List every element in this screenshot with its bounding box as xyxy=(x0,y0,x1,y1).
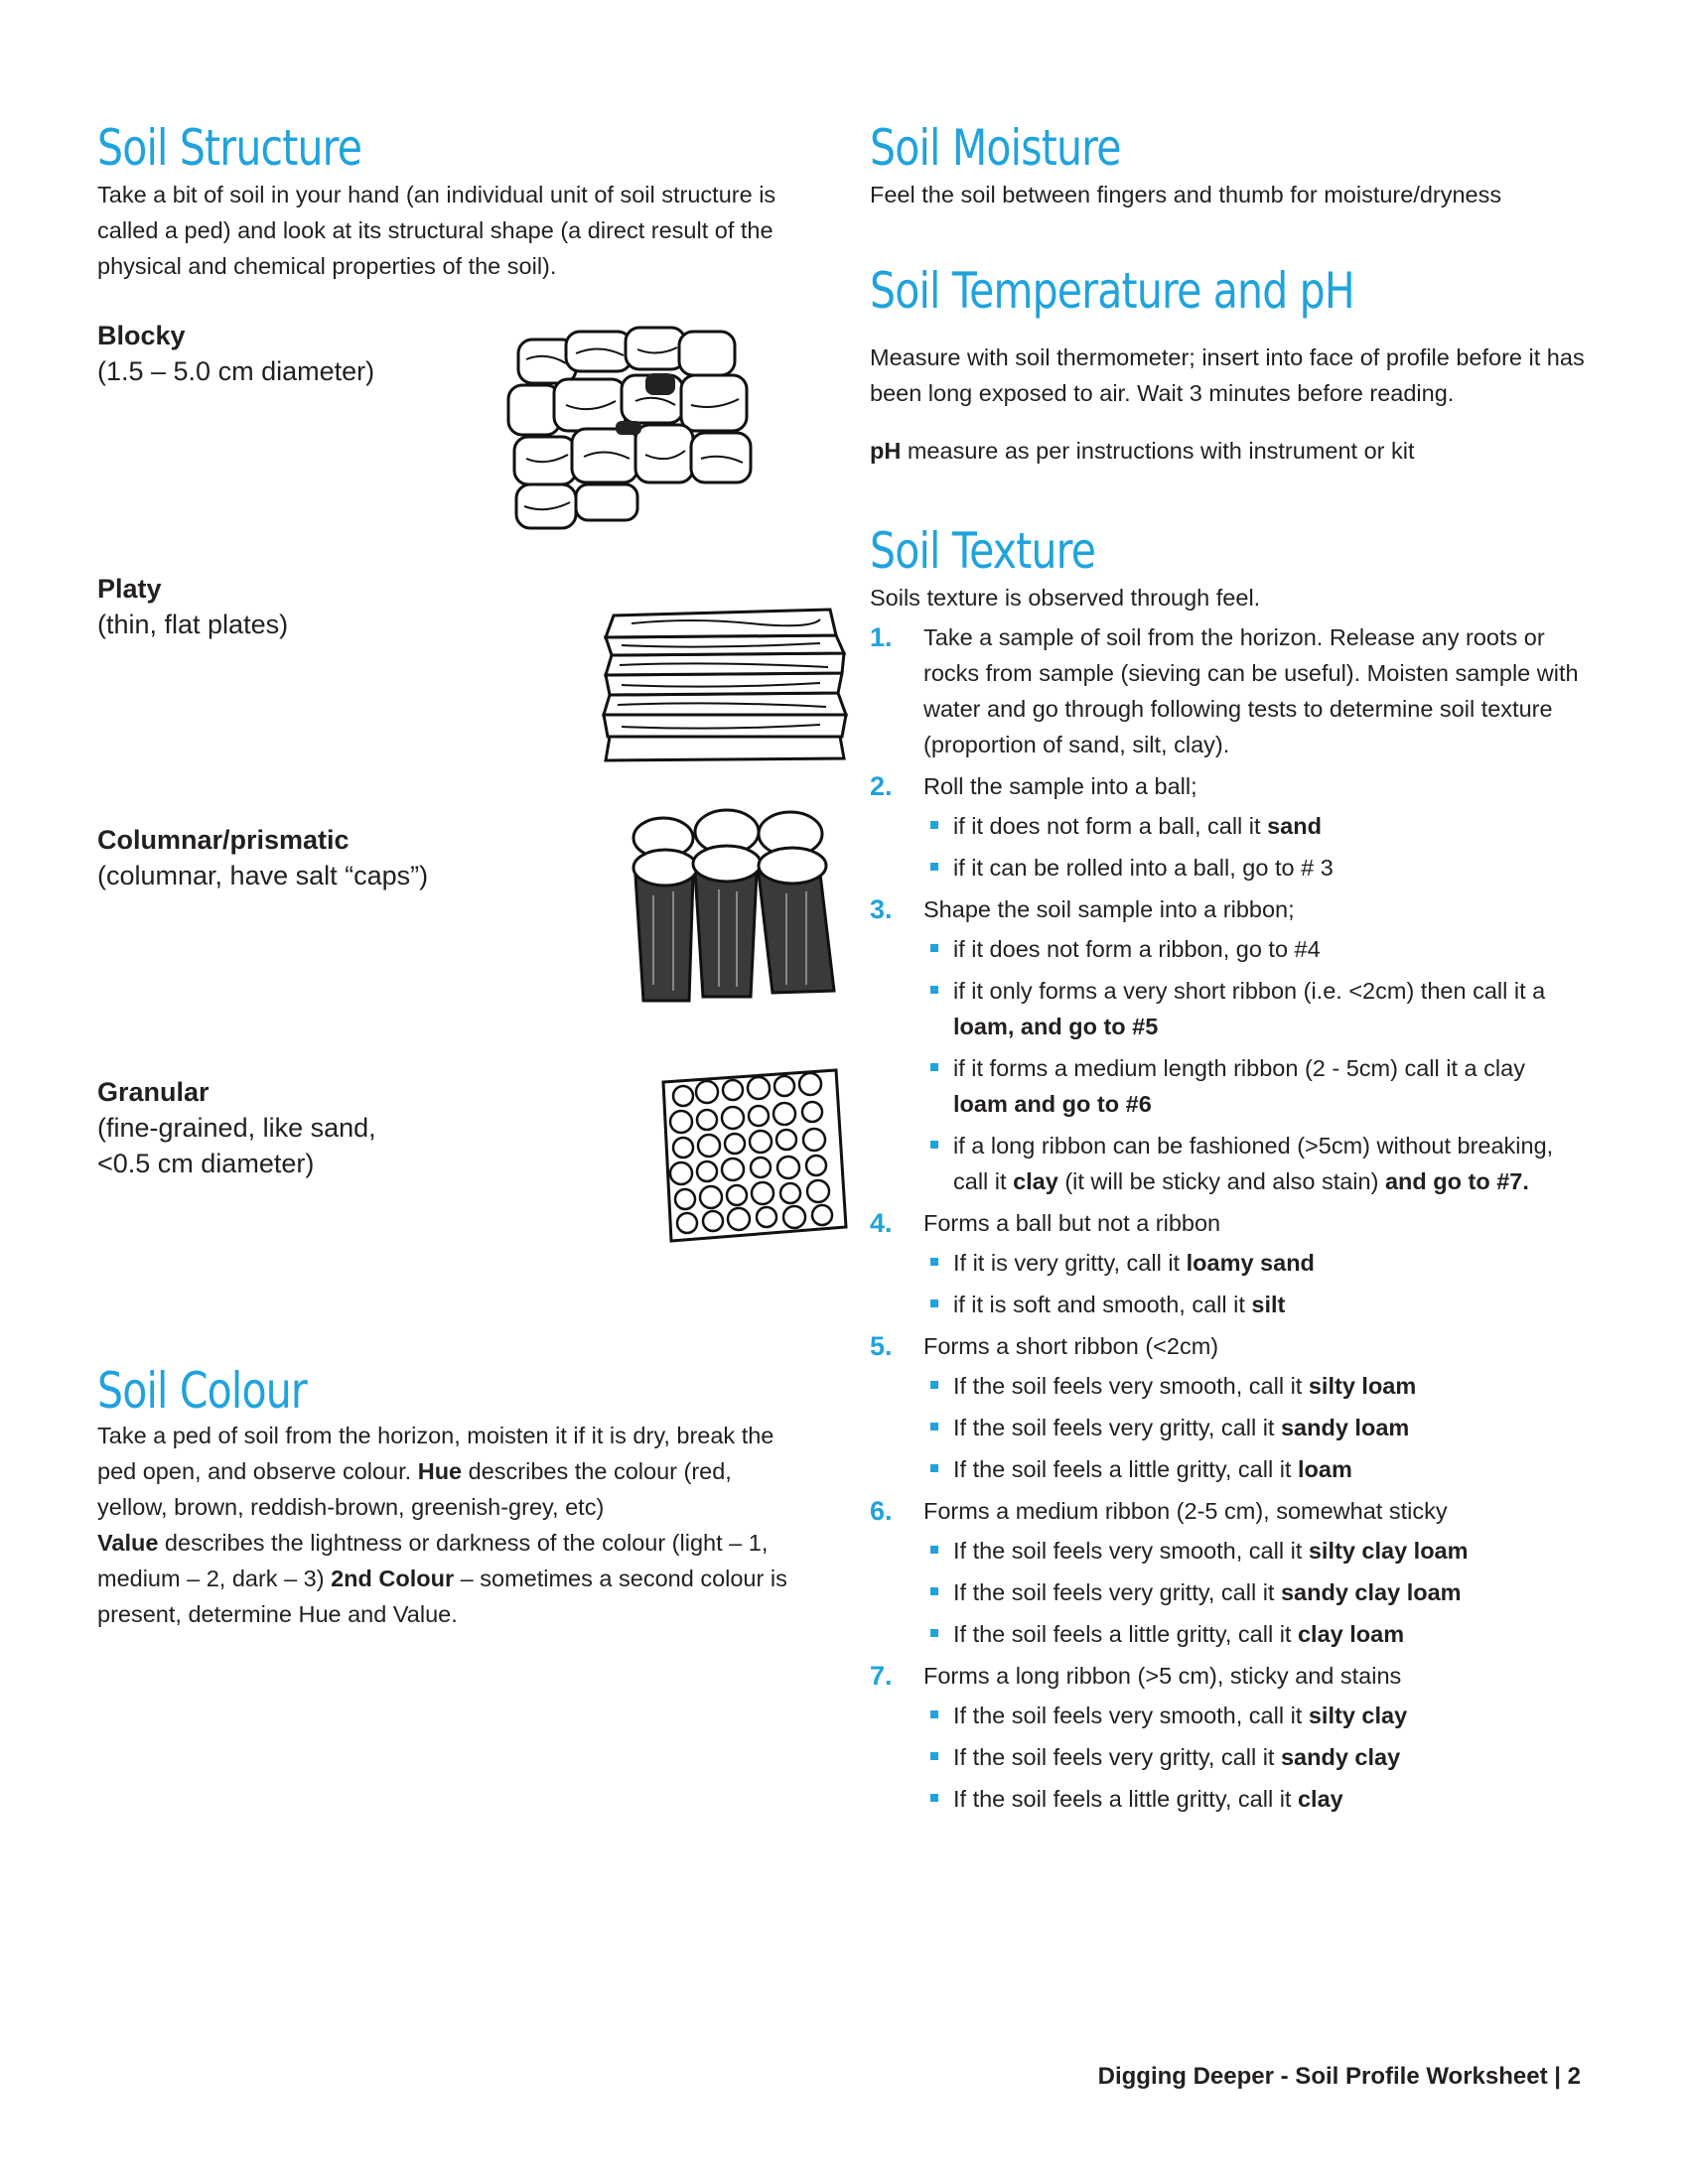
bullet-square-icon xyxy=(930,1794,938,1802)
soil-ph-text xyxy=(870,433,1415,469)
sub-item-result: loam and go to #6 xyxy=(953,1091,1152,1117)
step-sub-list xyxy=(923,1368,1585,1487)
step-number: 6. xyxy=(870,1496,893,1526)
soil-colour-paragraph xyxy=(97,1418,807,1632)
sub-item xyxy=(923,1287,1585,1322)
colour-text-3: describes the lightness or darkness of the colour (light – 1, medium – 2, dark – 3) xyxy=(97,1530,769,1591)
step-text: Take a sample of soil from the horizon. Release any roots or rocks from sample (sieving can be useful). Moisten sample with water and go through following tests to determine soil texture (proportion of sand, silt, clay). xyxy=(923,624,1579,757)
step-text: Forms a long ribbon (>5 cm), sticky and stains xyxy=(923,1663,1402,1689)
sub-item xyxy=(923,1533,1585,1569)
step-sub-list xyxy=(923,931,1585,1199)
sub-item-text: If the soil feels very gritty, call it xyxy=(953,1579,1281,1605)
sub-item xyxy=(923,1050,1585,1122)
sub-item-text: If it is very gritty, call it xyxy=(953,1250,1187,1276)
step-number: 3. xyxy=(870,894,893,924)
sub-item xyxy=(923,1245,1585,1281)
platy-name: Platy xyxy=(97,574,162,604)
bullet-square-icon xyxy=(930,986,938,994)
sub-item-text: If the soil feels very gritty, call it xyxy=(953,1744,1281,1770)
soil-moisture-heading: Soil Moisture xyxy=(870,119,1121,177)
step-text: Roll the sample into a ball; xyxy=(923,773,1197,799)
colour-text-1: Take a ped of soil from the horizon, moisten it if it is dry, break the ped open, and observe colour. xyxy=(97,1423,774,1484)
columnar-desc: (columnar, have salt “caps”) xyxy=(97,861,429,890)
sub-item-result: loam, and go to #5 xyxy=(953,1014,1159,1039)
bullet-square-icon xyxy=(930,1063,938,1071)
sub-item xyxy=(923,1739,1585,1775)
bullet-square-icon xyxy=(930,1464,938,1472)
sub-item-text-after: (it will be sticky and also stain) xyxy=(1057,1168,1385,1194)
bullet-square-icon xyxy=(930,1546,938,1554)
sub-item-result: clay loam xyxy=(1297,1621,1405,1647)
step-number: 5. xyxy=(870,1331,893,1361)
soil-structure-intro: Take a bit of soil in your hand (an individual unit of soil structure is called a ped) and look at its structural shape (a direct result of the physical and chemical properties of the soil). xyxy=(97,182,776,279)
bullet-square-icon xyxy=(930,1629,938,1637)
bullet-square-icon xyxy=(930,1587,938,1595)
bullet-square-icon xyxy=(930,1710,938,1718)
columnar-name: Columnar/prismatic xyxy=(97,825,350,855)
sub-item xyxy=(923,973,1585,1044)
blocky-name: Blocky xyxy=(97,321,186,350)
sub-item-result: silty clay loam xyxy=(1308,1538,1469,1564)
bullet-square-icon xyxy=(930,821,938,829)
sub-item-result: silty loam xyxy=(1308,1373,1417,1399)
sub-item-text: if it is soft and smooth, call it xyxy=(953,1292,1252,1317)
texture-step xyxy=(870,1493,1585,1652)
step-sub-list xyxy=(923,808,1585,886)
bullet-square-icon xyxy=(930,1381,938,1389)
bullet-square-icon xyxy=(930,1423,938,1431)
granular-desc2: <0.5 cm diameter) xyxy=(97,1149,315,1178)
bullet-square-icon xyxy=(930,1258,938,1266)
platy-soil-drawing xyxy=(592,588,862,768)
sub-item-text: if it does not form a ribbon, go to #4 xyxy=(953,936,1321,962)
sub-item-text: if it only forms a very short ribbon (i.e. <2cm) then call it a xyxy=(953,978,1546,1004)
texture-step xyxy=(870,1658,1585,1817)
bullet-square-icon xyxy=(930,863,938,871)
sub-item xyxy=(923,1128,1585,1199)
columnar-soil-drawing xyxy=(624,796,854,1009)
sub-item xyxy=(923,1368,1585,1404)
sub-item-result: loam xyxy=(1297,1456,1352,1482)
sub-item-text: If the soil feels very smooth, call it xyxy=(953,1538,1309,1564)
sub-item-result: loamy sand xyxy=(1186,1250,1315,1276)
colour-text-2: describes the colour (red, yellow, brown, reddish-brown, greenish-grey, etc) xyxy=(97,1458,732,1520)
sub-item-text: If the soil feels very gritty, call it xyxy=(953,1415,1281,1440)
sub-item-text: If the soil feels very smooth, call it xyxy=(953,1373,1309,1399)
sub-item-text: if a long ribbon can be fashioned (>5cm) without breaking, call it xyxy=(953,1133,1554,1194)
second-colour-label: 2nd Colour xyxy=(331,1566,455,1591)
platy-label xyxy=(97,571,288,642)
sub-item-result: sandy loam xyxy=(1280,1415,1410,1440)
step-number: 1. xyxy=(870,622,893,652)
granular-name: Granular xyxy=(97,1077,210,1107)
hue-label: Hue xyxy=(417,1458,463,1484)
sub-item-next-step: and go to #7. xyxy=(1384,1168,1529,1194)
bullet-square-icon xyxy=(930,1752,938,1760)
sub-item-result: clay xyxy=(1297,1786,1343,1812)
soil-moisture-text: Feel the soil between fingers and thumb for moisture/dryness xyxy=(870,182,1502,207)
granular-label xyxy=(97,1074,376,1181)
sub-item-text: if it does not form a ball, call it xyxy=(953,813,1268,839)
soil-temperature-text: Measure with soil thermometer; insert into face of profile before it has been long exposed to air. Wait 3 minutes before reading. xyxy=(870,344,1585,406)
sub-item-result: clay xyxy=(1013,1168,1058,1194)
sub-item-text: if it can be rolled into a ball, go to # 3 xyxy=(953,855,1334,881)
texture-step xyxy=(870,1205,1585,1322)
bullet-square-icon xyxy=(930,1141,938,1149)
sub-item-result: silt xyxy=(1251,1292,1286,1317)
soil-structure-heading: Soil Structure xyxy=(97,119,362,177)
step-sub-list xyxy=(923,1698,1585,1817)
sub-item-result: sandy clay loam xyxy=(1280,1579,1462,1605)
texture-steps-list xyxy=(870,619,1585,1823)
platy-desc: (thin, flat plates) xyxy=(97,610,289,639)
blocky-soil-drawing xyxy=(496,310,774,540)
step-text: Forms a ball but not a ribbon xyxy=(923,1210,1221,1236)
soil-colour-heading: Soil Colour xyxy=(97,1362,307,1420)
sub-item-text: If the soil feels a little gritty, call it xyxy=(953,1786,1298,1812)
soil-texture-heading: Soil Texture xyxy=(870,522,1096,580)
sub-item-result: sandy clay xyxy=(1280,1744,1401,1770)
bullet-square-icon xyxy=(930,1299,938,1307)
sub-item-text: If the soil feels very smooth, call it xyxy=(953,1703,1309,1728)
sub-item-text: if it forms a medium length ribbon (2 - 5cm) call it a clay xyxy=(953,1055,1525,1081)
sub-item xyxy=(923,1698,1585,1733)
sub-item xyxy=(923,1616,1585,1652)
soil-texture-intro: Soils texture is observed through feel. xyxy=(870,585,1261,611)
sub-item xyxy=(923,808,1585,844)
columnar-label xyxy=(97,822,428,893)
page-footer: Digging Deeper - Soil Profile Worksheet | 2 xyxy=(1097,2063,1581,2090)
step-number: 7. xyxy=(870,1661,893,1691)
step-number: 4. xyxy=(870,1208,893,1238)
granular-desc: (fine-grained, like sand, xyxy=(97,1113,376,1143)
sub-item-text: If the soil feels a little gritty, call it xyxy=(953,1456,1298,1482)
sub-item-text: If the soil feels a little gritty, call it xyxy=(953,1621,1298,1647)
step-sub-list xyxy=(923,1533,1585,1652)
texture-step xyxy=(870,891,1585,1199)
sub-item-result: silty clay xyxy=(1308,1703,1408,1728)
soil-temperature-heading: Soil Temperature and pH xyxy=(870,262,1354,320)
sub-item xyxy=(923,1451,1585,1487)
step-sub-list xyxy=(923,1245,1585,1322)
sub-item-result: sand xyxy=(1267,813,1322,839)
texture-step xyxy=(870,1328,1585,1487)
granular-soil-drawing xyxy=(651,1060,856,1253)
step-text: Forms a medium ribbon (2-5 cm), somewhat sticky xyxy=(923,1498,1448,1524)
blocky-desc: (1.5 – 5.0 cm diameter) xyxy=(97,356,375,386)
value-label: Value xyxy=(97,1530,159,1556)
texture-step xyxy=(870,619,1585,762)
step-number: 2. xyxy=(870,771,893,801)
ph-instructions: measure as per instructions with instrument or kit xyxy=(901,438,1415,464)
blocky-label xyxy=(97,318,374,389)
texture-step xyxy=(870,768,1585,886)
sub-item xyxy=(923,1410,1585,1445)
step-text: Forms a short ribbon (<2cm) xyxy=(923,1333,1219,1359)
sub-item xyxy=(923,850,1585,886)
sub-item xyxy=(923,1574,1585,1610)
sub-item xyxy=(923,931,1585,967)
step-text: Shape the soil sample into a ribbon; xyxy=(923,896,1295,922)
sub-item xyxy=(923,1781,1585,1817)
colour-text-4: – sometimes a second colour is present, determine Hue and Value. xyxy=(97,1566,787,1627)
ph-label: pH xyxy=(870,438,902,464)
bullet-square-icon xyxy=(930,944,938,952)
